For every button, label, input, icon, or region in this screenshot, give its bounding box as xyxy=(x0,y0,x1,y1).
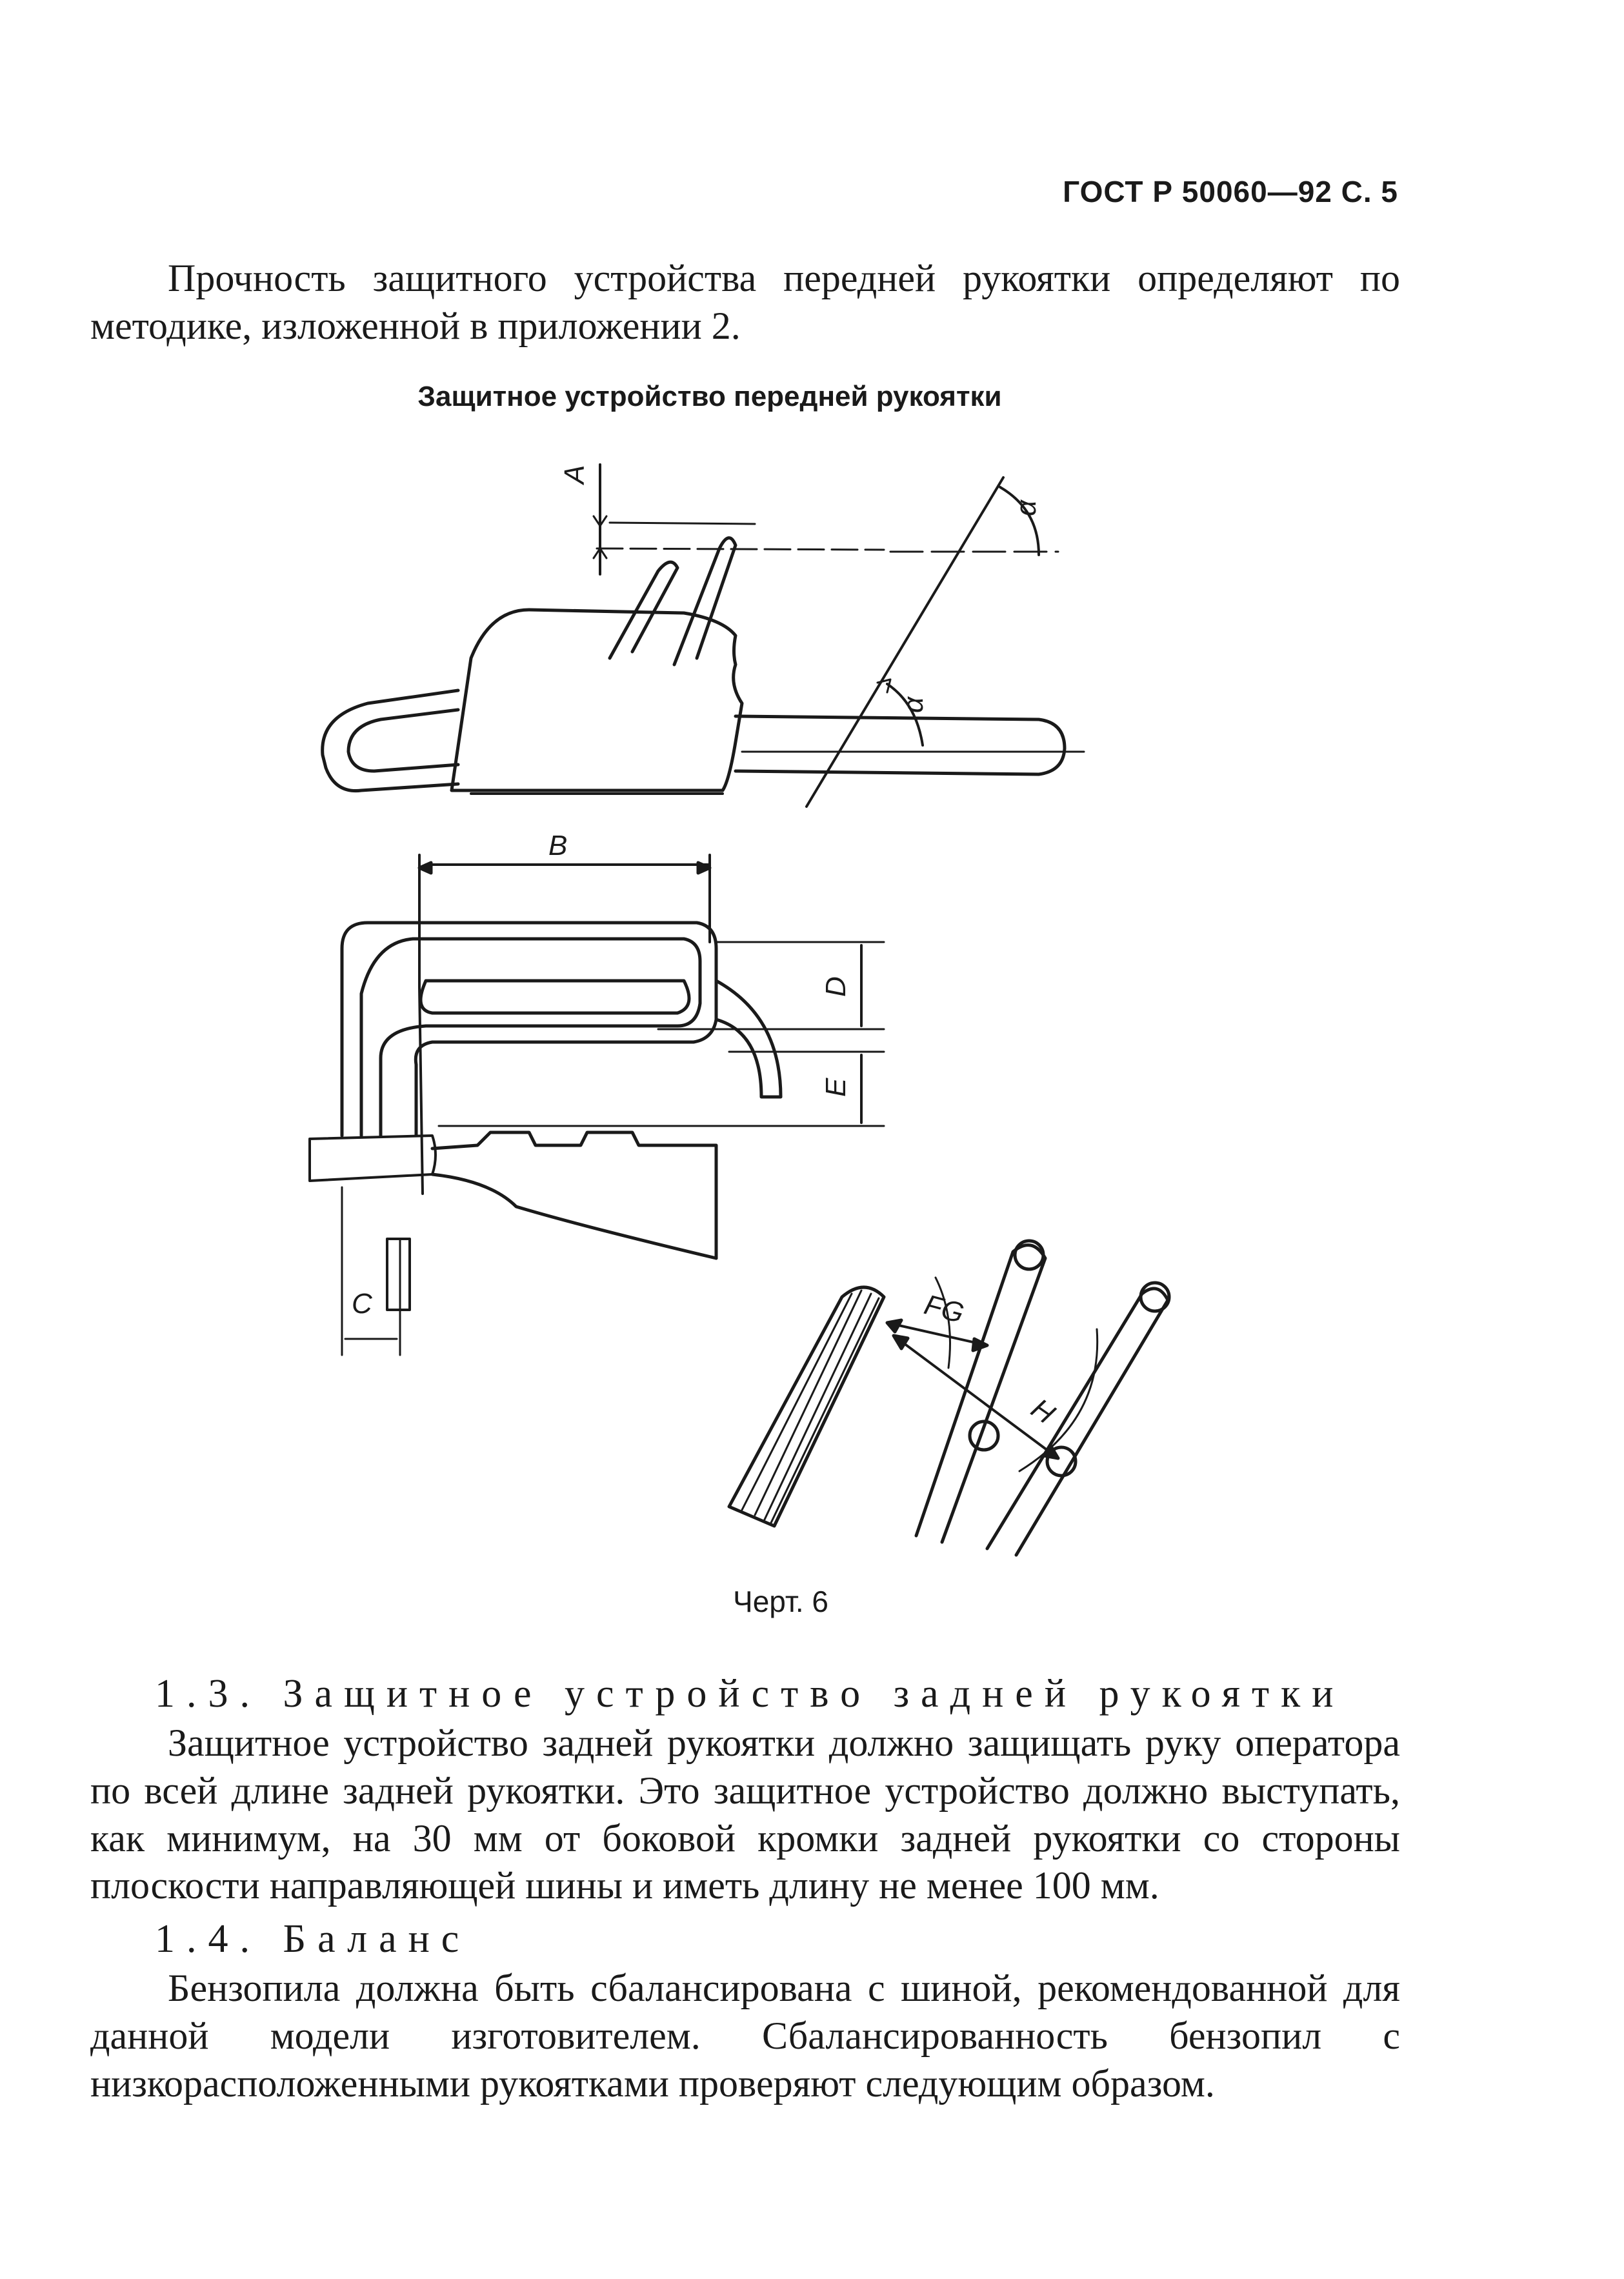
label-a: A xyxy=(559,465,590,484)
section-1-3-paragraph xyxy=(90,1720,1400,1910)
intro-paragraph xyxy=(90,255,1400,350)
section-1-4-paragraph xyxy=(90,1965,1400,2107)
detail-fg-h xyxy=(729,1241,1169,1555)
label-h: H xyxy=(1025,1392,1061,1431)
chainsaw-front-view xyxy=(310,855,884,1355)
figure-caption: Черт. 6 xyxy=(733,1585,828,1618)
section-1-3-text: Защитное устройство задней рукоятки должно защищать руку оператора по всей длине задней рукоятки. Это защитное устройство должно выступать, как минимум, на 30 мм от боковой кромки задней рукоятки со стороны плоскости направляющей шины и иметь длину не менее 100 мм. xyxy=(90,1722,1400,1907)
label-fg: FG xyxy=(921,1289,968,1330)
section-heading-1-4: 1.4. Баланс xyxy=(155,1917,471,1961)
label-alpha-bottom: α xyxy=(897,696,929,713)
page-header: ГОСТ Р 50060—92 С. 5 xyxy=(1063,175,1398,208)
label-d: D xyxy=(820,976,852,997)
section-1-4-text: Бензопила должна быть сбалансирована с шиной, рекомендованной для данной модели изготовителем. Сбалансированность бензопил с низкорасположенными рукоятками проверяют следующим образом. xyxy=(90,1967,1400,2105)
label-alpha-top: α xyxy=(1010,499,1042,516)
figure-title: Защитное устройство передней рукоятки xyxy=(417,381,1002,412)
chainsaw-side-view xyxy=(323,465,1084,807)
section-heading-1-3: 1.3. Защитное устройство задней рукоятки xyxy=(155,1672,1345,1716)
label-b: B xyxy=(548,830,568,861)
label-e: E xyxy=(820,1078,852,1097)
intro-text: Прочность защитного устройства передней рукоятки определяют по методике, изложенной в приложении 2. xyxy=(90,257,1400,347)
label-c: C xyxy=(352,1288,372,1320)
